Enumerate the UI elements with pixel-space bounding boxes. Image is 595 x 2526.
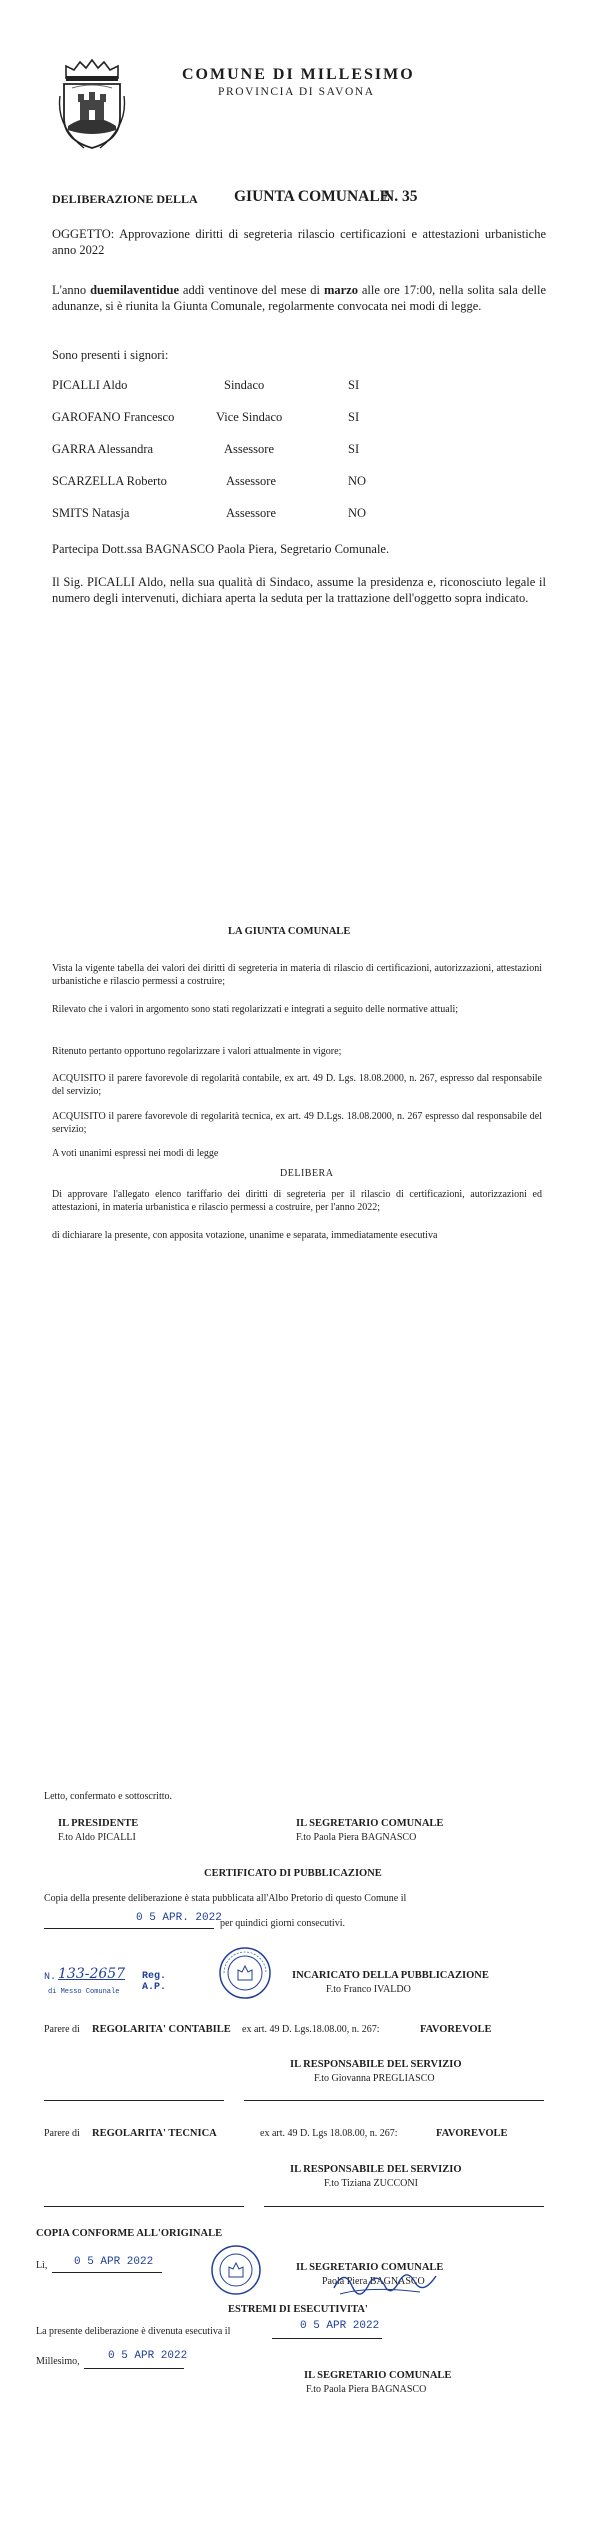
subject-text: Approvazione diritti di segreteria rilascio certificazioni e attestazioni urbanistiche anno 2022: [52, 227, 547, 257]
parere-tecnica-law: ex art. 49 D. Lgs 18.08.00, n. 267:: [260, 2128, 398, 2139]
attendee-present: NO: [348, 474, 367, 488]
esecutivita-text: La presente deliberazione è divenuta esecutiva il: [36, 2326, 231, 2337]
coat-of-arms: [54, 56, 130, 152]
president-title: IL PRESIDENTE: [58, 1818, 139, 1829]
publication-title: CERTIFICATO DI PUBBLICAZIONE: [204, 1868, 382, 1879]
esecutivita-date-stamp: 0 5 APR 2022: [300, 2320, 380, 2332]
registry-stamp: [44, 1966, 194, 1996]
attendee-role: Assessore: [226, 506, 276, 520]
esecutivita-place-date-stamp: 0 5 APR 2022: [108, 2350, 188, 2362]
attendee-name: SCARZELLA Roberto: [52, 474, 167, 488]
seal-icon: [210, 2244, 262, 2296]
publication-date-stamp: 0 5 APR. 2022: [136, 1912, 222, 1924]
divider: [44, 2206, 244, 2207]
parere-tecnica-resp-name: F.to Tiziana ZUCCONI: [324, 2178, 418, 2189]
giunta-p6: A voti unanimi espressi nei modi di legge: [52, 1148, 219, 1159]
giunta-p8: di dichiarare la presente, con apposita votazione, unanime e separata, immediatamente esecutiva: [52, 1230, 438, 1241]
seal-icon: [218, 1946, 272, 2000]
divider: [244, 2100, 544, 2101]
read-confirmed-line: Letto, confermato e sottoscritto.: [44, 1791, 173, 1802]
esecutivita-secretary-name: F.to Paola Piera BAGNASCO: [306, 2384, 427, 2395]
giunta-p7: Di approvare l'allegato elenco tariffario dei diritti di segreteria per il rilascio di certificazioni, autorizzazioni ed attestazioni, in materia urbanistica e rilascio permessi a costruire, per l'anno 2022;: [52, 1189, 542, 1213]
attendee-name: SMITS Natasja: [52, 506, 130, 520]
present-label: Sono presenti i signori:: [52, 348, 169, 362]
giunta-title: LA GIUNTA COMUNALE: [228, 926, 351, 937]
province-subtitle: PROVINCIA DI SAVONA: [218, 86, 375, 98]
esecutivita-date-line: [272, 2338, 382, 2339]
deliberation-number: N. 35: [383, 188, 418, 205]
publication-suffix: per quindici giorni consecutivi.: [220, 1918, 345, 1929]
coat-of-arms-icon: [54, 56, 130, 152]
parere-contabile-type: REGOLARITA' CONTABILE: [92, 2024, 231, 2035]
esecutivita-place-line: [84, 2368, 184, 2369]
attendee-name: GAROFANO Francesco: [52, 410, 175, 424]
attendee-present: SI: [348, 378, 360, 392]
copia-secretary-name: Paola Piera BAGNASCO: [322, 2276, 425, 2287]
parere-contabile-resp-title: IL RESPONSABILE DEL SERVIZIO: [290, 2059, 462, 2070]
divider: [264, 2206, 544, 2207]
intro-mid: addì ventinove del mese di: [182, 283, 321, 297]
attendee-row: [52, 410, 492, 430]
parere-contabile-resp-name: F.to Giovanna PREGLIASCO: [314, 2073, 435, 2084]
copia-secretary-title: IL SEGRETARIO COMUNALE: [296, 2262, 444, 2273]
giunta-p5: ACQUISITO il parere favorevole di regolarità tecnica, ex art. 49 D.Lgs. 18.08.2000, n. 267 espresso dal responsabile del servizio;: [52, 1111, 542, 1135]
intro-rest: alle ore 17:00, nella solita sala delle adunanze, si è riunita la Giunta Comunale, regolarmente convocata nei modi di legge.: [52, 283, 546, 313]
registry-number: 133-2657: [58, 1966, 126, 1982]
attendee-row: [52, 474, 492, 494]
secretary-title: IL SEGRETARIO COMUNALE: [296, 1818, 444, 1829]
registry-label: Reg. A.P.: [142, 1971, 167, 1993]
copia-date-stamp: 0 5 APR 2022: [74, 2256, 154, 2268]
attendee-present: SI: [348, 442, 360, 456]
attendee-present: SI: [348, 410, 360, 424]
president-name: F.to Aldo PICALLI: [58, 1832, 136, 1843]
registry-note: di Messo Comunale: [48, 1988, 120, 1996]
parere-tecnica-type: REGOLARITA' TECNICA: [92, 2128, 217, 2139]
registry-stamp-no: N.: [44, 1972, 57, 1983]
esecutivita-title: ESTREMI DI ESECUTIVITA': [228, 2304, 368, 2315]
parere-tecnica-result: FAVOREVOLE: [436, 2128, 508, 2139]
handwritten-signature: [330, 2262, 440, 2302]
esecutivita-place: Millesimo,: [36, 2356, 80, 2367]
subject-block: [52, 226, 546, 258]
parere-contabile-result: FAVOREVOLE: [420, 2024, 492, 2035]
attendee-row: [52, 442, 492, 462]
giunta-p2: Rilevato che i valori in argomento sono stati regolarizzati e integrati a seguito delle normative attuali;: [52, 1004, 459, 1015]
giunta-p3: Ritenuto pertanto opportuno regolarizzare i valori attualmente in vigore;: [52, 1046, 342, 1057]
presidency-paragraph: Il Sig. PICALLI Aldo, nella sua qualità di Sindaco, assume la presidenza e, riconosciuto legale il numero degli intervenuti, dichiara aperta la seduta per la trattazione dell'oggetto sopra indicato.: [52, 575, 546, 605]
intro-pre: L'anno: [52, 283, 87, 297]
deliberation-body: GIUNTA COMUNALE: [234, 188, 391, 205]
attendee-present: NO: [348, 506, 367, 520]
copia-title: COPIA CONFORME ALL'ORIGINALE: [36, 2228, 223, 2239]
deliberation-prefix: DELIBERAZIONE DELLA: [52, 192, 198, 206]
intro-year: duemilaventidue: [90, 283, 179, 297]
attendee-name: GARRA Alessandra: [52, 442, 154, 456]
esecutivita-secretary-title: IL SEGRETARIO COMUNALE: [304, 2370, 452, 2381]
publication-officer-title: INCARICATO DELLA PUBBLICAZIONE: [292, 1970, 489, 1981]
publication-officer-name: F.to Franco IVALDO: [326, 1984, 411, 1995]
publication-date-line: [44, 1928, 214, 1929]
giunta-p4: ACQUISITO il parere favorevole di regolarità contabile, ex art. 49 D. Lgs. 18.08.2000, n. 267, espresso dal responsabile del servizio;: [52, 1073, 542, 1097]
intro-month: marzo: [323, 283, 358, 297]
attendee-row: [52, 506, 492, 526]
attendee-role: Assessore: [224, 442, 274, 456]
giunta-p1: Vista la vigente tabella dei valori dei diritti di segreteria in materia di rilascio di certificazioni, autorizzazioni, attestazioni urbanistiche e rilascio permessi a costruire;: [52, 963, 542, 987]
copia-date-line: [52, 2272, 162, 2273]
copia-li: Lì,: [36, 2260, 48, 2271]
secretary-line: Partecipa Dott.ssa BAGNASCO Paola Piera, Segretario Comunale.: [52, 542, 390, 556]
parere-tecnica-pre: Parere di: [44, 2128, 80, 2139]
secretary-name: F.to Paola Piera BAGNASCO: [296, 1832, 417, 1843]
attendee-role: Sindaco: [224, 378, 265, 392]
intro-paragraph: [52, 282, 546, 314]
attendee-role: Vice Sindaco: [216, 410, 283, 424]
parere-contabile-pre: Parere di: [44, 2024, 80, 2035]
subject-label: OGGETTO:: [52, 227, 115, 241]
divider: [44, 2100, 224, 2101]
parere-contabile-law: ex art. 49 D. Lgs.18.08.00, n. 267:: [242, 2024, 380, 2035]
giunta-delibera: DELIBERA: [280, 1168, 334, 1179]
attendee-row: [52, 378, 492, 398]
attendee-name: PICALLI Aldo: [52, 378, 128, 392]
publication-text: Copia della presente deliberazione è stata pubblicata all'Albo Pretorio di questo Comune il: [44, 1893, 407, 1904]
official-seal: [210, 2244, 262, 2296]
municipality-title: COMUNE DI MILLESIMO: [182, 66, 415, 83]
attendee-role: Assessore: [226, 474, 276, 488]
official-seal: [218, 1946, 272, 2000]
parere-tecnica-resp-title: IL RESPONSABILE DEL SERVIZIO: [290, 2164, 462, 2175]
